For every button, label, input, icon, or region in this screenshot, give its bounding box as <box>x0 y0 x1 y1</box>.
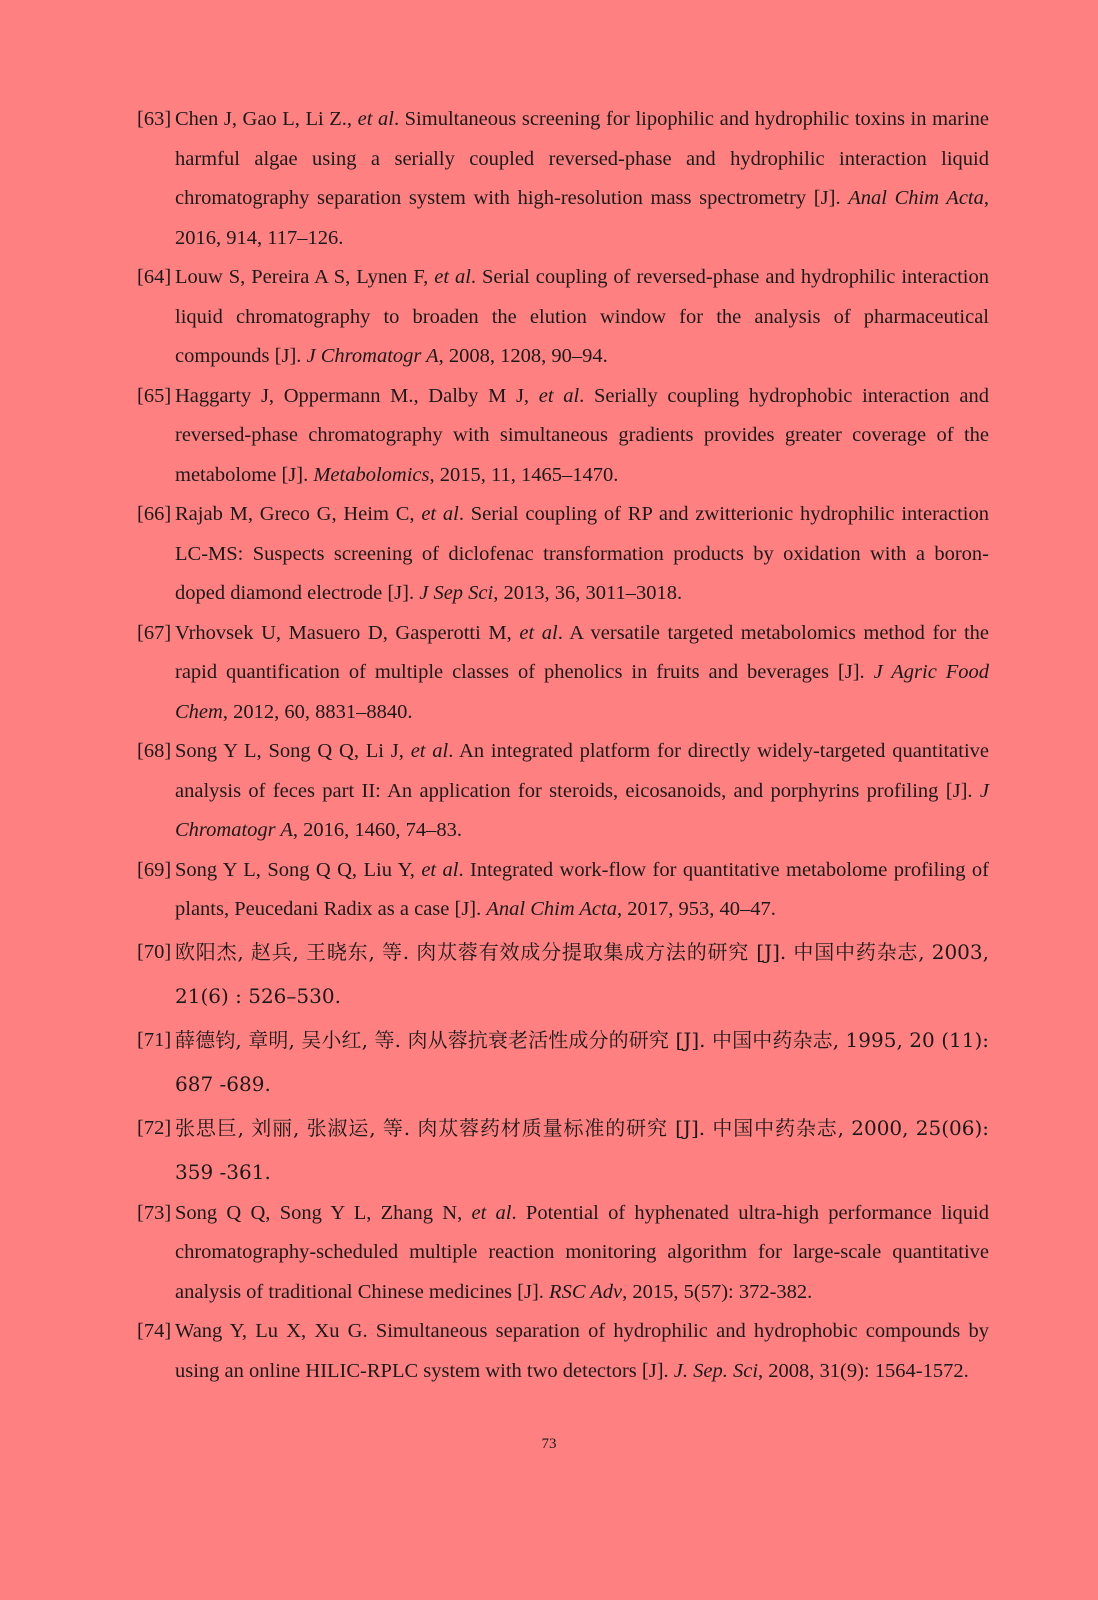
reference-etal: et al <box>357 108 394 130</box>
reference-item <box>137 930 989 1018</box>
reference-item <box>137 1312 989 1391</box>
reference-authors: Song Y L, Song Q Q, Liu Y, <box>175 858 422 881</box>
reference-item <box>137 851 989 930</box>
reference-item <box>137 1018 989 1106</box>
reference-authors: Rajab M, Greco G, Heim C, <box>175 503 422 525</box>
reference-text: 薛德钧, 章明, 吴小红, 等. 肉从蓉抗衰老活性成分的研究 [J]. 中国中药杂志, 1995, 20 (11): 687 -689. <box>175 1027 989 1096</box>
reference-title: . Serial coupling of reversed-phase and hydrophilic interaction liquid chromatography to broaden the elution window for the analysis of pharmaceutical compounds [J]. <box>175 266 989 367</box>
reference-details: , 2017, 953, 40–47. <box>616 898 776 920</box>
reference-number: [70] <box>137 940 172 963</box>
reference-number: [66] <box>137 503 172 525</box>
reference-authors: Haggarty J, Oppermann M., Dalby M J, <box>175 384 539 407</box>
reference-number: [65] <box>137 384 172 407</box>
reference-authors: Chen J, Gao L, Li Z., <box>175 108 358 130</box>
reference-details: , 2008, 1208, 90–94. <box>438 345 608 367</box>
reference-title: . Integrated work-flow for quantitative metabolome profiling of plants, Peucedani Radix as a case [J]. <box>175 858 989 920</box>
reference-etal: et al <box>538 384 580 407</box>
reference-authors: Louw S, Pereira A S, Lynen F, <box>175 266 435 288</box>
reference-item <box>137 258 989 377</box>
page-number: 73 <box>541 1436 557 1452</box>
reference-details: , 2015, 5(57): 372-382. <box>622 1280 813 1303</box>
reference-journal: J. Sep. Sci <box>673 1359 759 1382</box>
reference-etal: et al <box>519 621 558 644</box>
reference-details: , 2013, 36, 3011–3018. <box>493 582 683 604</box>
reference-item <box>137 732 989 851</box>
reference-item <box>137 1106 989 1194</box>
reference-title: . A versatile targeted metabolomics method for the rapid quantification of multiple classes of phenolics in fruits and beverages [J]. <box>175 621 989 683</box>
reference-number: [69] <box>137 858 172 881</box>
reference-journal: J Sep Sci <box>419 582 494 604</box>
reference-number: [64] <box>137 266 172 288</box>
reference-details: , 2015, 11, 1465–1470. <box>429 463 619 486</box>
reference-etal: et al <box>421 503 459 525</box>
reference-text: 张思巨, 刘丽, 张淑运, 等. 肉苁蓉药材质量标准的研究 [J]. 中国中药杂志, 2000, 25(06): 359 -361. <box>175 1115 989 1184</box>
reference-etal: et al <box>410 740 449 762</box>
reference-number: [73] <box>137 1201 172 1224</box>
reference-list <box>137 100 989 1391</box>
reference-item <box>137 1194 989 1313</box>
reference-title: . Serial coupling of RP and zwitterionic hydrophilic interaction LC-MS: Suspects screening of diclofenac transformation products by oxidation with a boron-doped diamond electrode [J]. <box>175 503 989 604</box>
reference-details: , 2012, 60, 8831–8840. <box>222 700 413 723</box>
reference-journal: Anal Chim Acta <box>486 898 617 920</box>
reference-authors: Wang Y, Lu X, Xu G. <box>175 1320 376 1342</box>
reference-item <box>137 495 989 614</box>
reference-number: [67] <box>137 621 172 644</box>
reference-journal: J Chromatogr A <box>175 779 989 841</box>
reference-text: 欧阳杰, 赵兵, 王晓东, 等. 肉苁蓉有效成分提取集成方法的研究 [J]. 中国中药杂志, 2003, 21(6) : 526–530. <box>175 939 989 1008</box>
reference-number: [71] <box>137 1028 172 1051</box>
reference-journal: RSC Adv <box>549 1280 623 1303</box>
reference-title: Simultaneous separation of hydrophilic and hydrophobic compounds by using an online HILIC-RPLC system with two detectors [J]. <box>175 1320 989 1382</box>
reference-number: [68] <box>137 740 172 762</box>
reference-authors: Song Q Q, Song Y L, Zhang N, <box>175 1201 472 1224</box>
reference-details: , 2008, 31(9): 1564-1572. <box>758 1359 969 1382</box>
reference-journal: J Chromatogr A <box>306 345 439 367</box>
reference-title: . An integrated platform for directly widely-targeted quantitative analysis of feces part II: An application for steroids, eicosanoids, and porphyrins profiling [J]. <box>175 740 989 802</box>
reference-authors: Vrhovsek U, Masuero D, Gasperotti M, <box>175 621 520 644</box>
reference-etal: et al <box>434 266 471 288</box>
reference-number: [72] <box>137 1116 172 1139</box>
reference-etal: et al <box>421 858 459 881</box>
reference-title: . Simultaneous screening for lipophilic and hydrophilic toxins in marine harmful algae using a serially coupled reversed-phase and hydrophilic interaction liquid chromatography separation system with high-resolution mass spectrometry [J]. <box>175 108 989 209</box>
reference-details: , 2016, 914, 117–126. <box>175 187 989 249</box>
reference-item <box>137 614 989 733</box>
reference-item <box>137 377 989 496</box>
reference-journal: Metabolomics <box>313 463 430 486</box>
reference-etal: et al <box>471 1201 512 1224</box>
reference-journal: J Agric Food Chem <box>175 661 990 723</box>
reference-title: . Serially coupling hydrophobic interaction and reversed-phase chromatography with simultaneous gradients provides greater coverage of the metabolome [J]. <box>175 384 989 486</box>
reference-authors: Song Y L, Song Q Q, Li J, <box>175 740 411 762</box>
reference-journal: Anal Chim Acta <box>848 187 984 209</box>
reference-number: [74] <box>137 1320 172 1342</box>
reference-number: [63] <box>137 108 172 130</box>
reference-details: , 2016, 1460, 74–83. <box>292 819 463 841</box>
reference-title: . Potential of hyphenated ultra-high performance liquid chromatography-scheduled multiple reaction monitoring algorithm for large-scale quantitative analysis of traditional Chinese medicines [J]. <box>175 1201 989 1303</box>
reference-item <box>137 100 989 258</box>
